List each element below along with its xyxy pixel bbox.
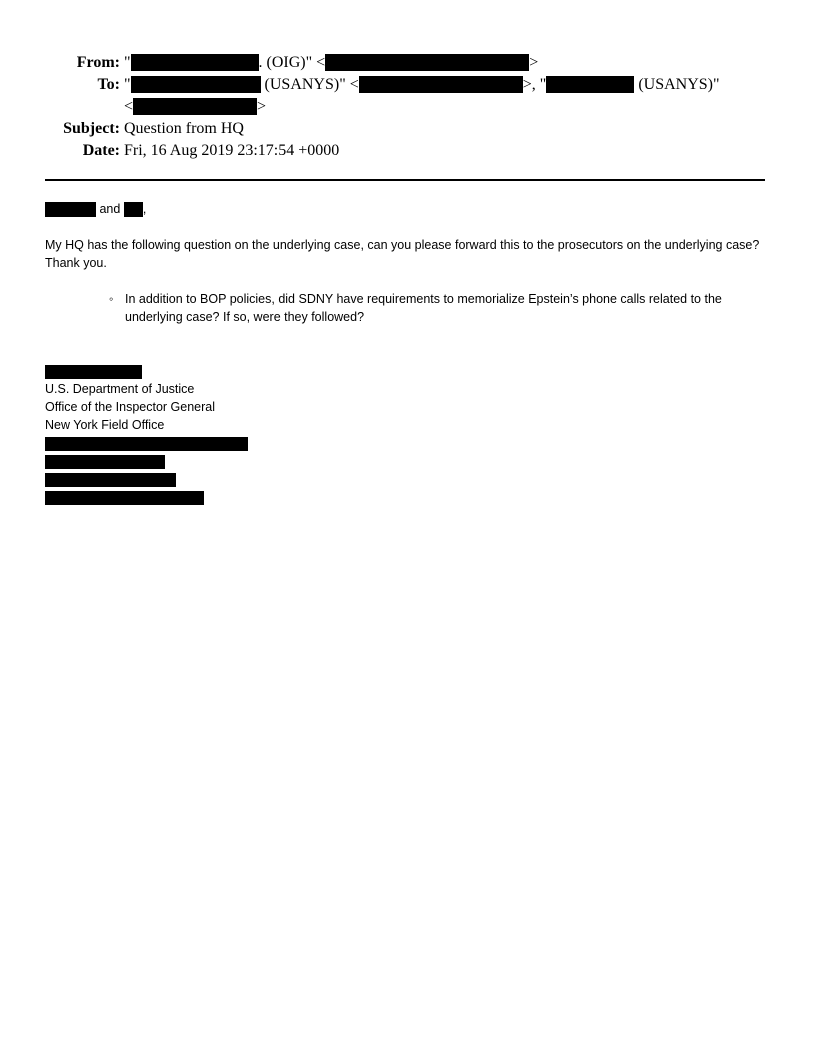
from-row bbox=[0, 52, 816, 74]
signature-line-2: Office of the Inspector General bbox=[45, 400, 216, 414]
to-value-continued bbox=[124, 96, 266, 118]
to-close: > bbox=[257, 98, 267, 115]
redaction-bar bbox=[124, 202, 143, 217]
subject-value: Question from HQ bbox=[124, 120, 244, 137]
greeting bbox=[45, 200, 770, 218]
to-row-continued bbox=[0, 96, 816, 118]
signature-redacted-3 bbox=[45, 470, 248, 488]
date-row bbox=[0, 140, 816, 162]
to-row bbox=[0, 74, 816, 96]
greeting-comma: , bbox=[142, 202, 147, 216]
redaction-bar bbox=[359, 76, 523, 93]
signature-redacted-2 bbox=[45, 452, 248, 470]
signature-line-3: New York Field Office bbox=[45, 418, 165, 432]
redaction-bar bbox=[546, 76, 634, 93]
signature-block bbox=[45, 362, 248, 506]
from-org: . (OIG)" < bbox=[258, 54, 326, 71]
bullet-marker: ◦ bbox=[109, 292, 114, 306]
redaction-bar bbox=[131, 54, 259, 71]
email-header bbox=[0, 52, 816, 162]
redaction-bar bbox=[45, 437, 248, 451]
from-label: From: bbox=[76, 54, 120, 71]
to-label: To: bbox=[97, 76, 120, 93]
greeting-and: and bbox=[99, 202, 121, 216]
signature-name bbox=[45, 362, 248, 380]
redaction-bar bbox=[325, 54, 529, 71]
question-list-item bbox=[109, 290, 775, 326]
to-quote: " bbox=[124, 76, 131, 93]
to-sep: >, " bbox=[522, 76, 547, 93]
email-body bbox=[45, 200, 770, 432]
redaction-bar bbox=[45, 473, 176, 487]
signature-redacted-1 bbox=[45, 434, 248, 452]
date-label: Date: bbox=[82, 142, 120, 159]
redaction-bar bbox=[45, 455, 165, 469]
redaction-bar bbox=[45, 491, 204, 505]
to-value bbox=[124, 74, 720, 96]
subject-label: Subject: bbox=[63, 120, 120, 137]
signature-line-1: U.S. Department of Justice bbox=[45, 382, 195, 396]
from-quote: " bbox=[124, 54, 131, 71]
redaction-bar bbox=[133, 98, 257, 115]
from-close: > bbox=[529, 54, 539, 71]
question-text: In addition to BOP policies, did SDNY have requirements to memorialize Epstein’s phone calls related to the underlying case? If so, were they followed? bbox=[125, 292, 722, 324]
to-org-1: (USANYS)" < bbox=[260, 76, 359, 93]
from-value bbox=[124, 52, 538, 74]
signature-redacted-4 bbox=[45, 488, 248, 506]
redaction-bar bbox=[45, 365, 142, 379]
redaction-bar bbox=[131, 76, 261, 93]
date-value: Fri, 16 Aug 2019 23:17:54 +0000 bbox=[124, 142, 340, 159]
redaction-bar bbox=[45, 202, 96, 217]
subject-row bbox=[0, 118, 816, 140]
to-org-2: (USANYS)" bbox=[634, 76, 720, 93]
body-paragraph: My HQ has the following question on the underlying case, can you please forward this to the prosecutors on the underlying case? Thank you. bbox=[45, 238, 760, 270]
to-open: < bbox=[124, 98, 134, 115]
header-divider bbox=[45, 179, 765, 181]
